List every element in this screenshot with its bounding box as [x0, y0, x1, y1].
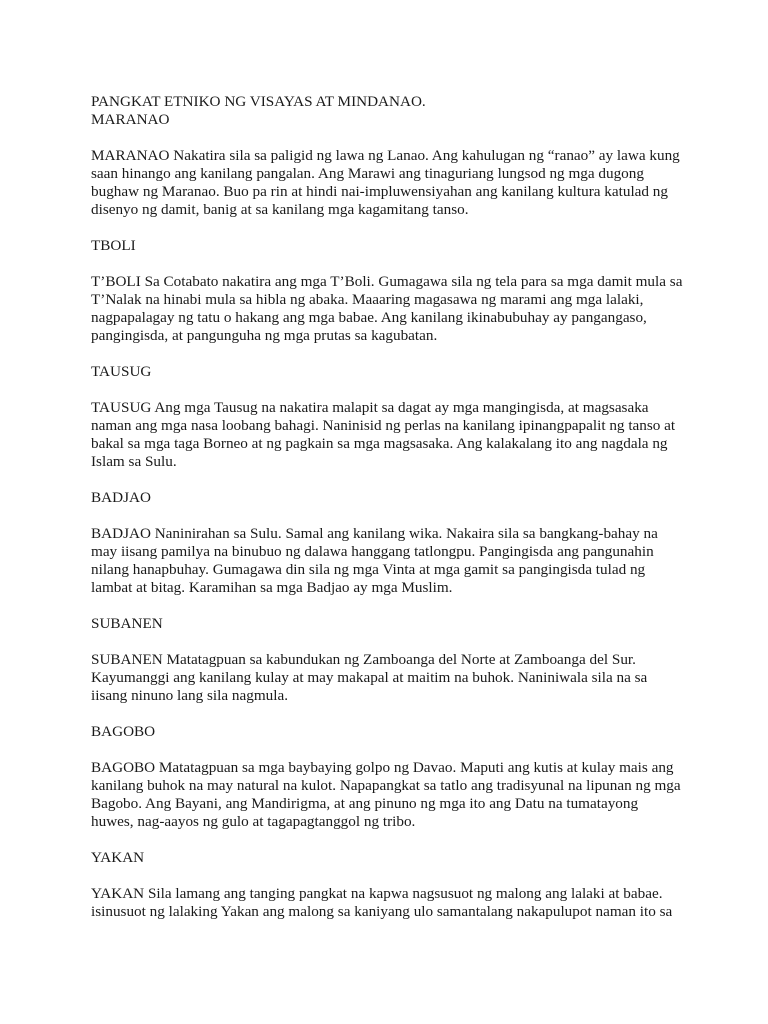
section-yakan [91, 849, 691, 921]
title-line: MARANAO [91, 111, 170, 128]
body-line: disenyo ng damit, banig at sa kanilang mga kagamitang tanso. [91, 201, 469, 218]
section-body [91, 759, 691, 831]
title-line: PANGKAT ETNIKO NG VISAYAS AT MINDANAO. [91, 93, 426, 110]
section-subanen [91, 615, 691, 705]
body-line: MARANAO Nakatira sila sa paligid ng lawa ng Lanao. Ang kahulugan ng “ranao” ay lawa kung [91, 147, 680, 164]
section-body [91, 399, 691, 471]
body-line: isinusuot ng lalaking Yakan ang malong sa kaniyang ulo samantalang nakapulupot naman ito sa [91, 903, 673, 920]
section-maranao [91, 147, 691, 219]
section-body [91, 885, 691, 921]
section-tausug [91, 363, 691, 471]
body-line: nagpapalagay ng tatu o hakang ang mga babae. Ang kanilang ikinabubuhay ay pangangaso, [91, 309, 647, 326]
section-heading: SUBANEN [91, 615, 163, 632]
body-line: may iisang pamilya na binubuo ng dalawa hanggang tatlongpu. Pangingisda ang pangunahin [91, 543, 654, 560]
section-heading: YAKAN [91, 849, 145, 866]
section-heading: TBOLI [91, 237, 136, 254]
body-line: BADJAO Naninirahan sa Sulu. Samal ang kanilang wika. Nakaira sila sa bangkang-bahay na [91, 525, 658, 542]
section-heading: TAUSUG [91, 363, 152, 380]
section-body [91, 273, 691, 345]
body-line: bughaw ng Maranao. Buo pa rin at hindi nai-impluwensiyahan ang kanilang kultura katulad ng [91, 183, 668, 200]
section-body [91, 651, 691, 705]
body-line: pangingisda, at pangunguha ng mga prutas sa kagubatan. [91, 327, 438, 344]
document-title [91, 93, 691, 129]
section-badjao [91, 489, 691, 597]
section-body [91, 147, 691, 219]
body-line: lambat at bitag. Karamihan sa mga Badjao ay mga Muslim. [91, 579, 453, 596]
body-line: bakal sa mga taga Borneo at ng pagkain sa mga magsasaka. Ang kalakalang ito ang nagdala ng [91, 435, 668, 452]
body-line: T’Nalak na hinabi mula sa hibla ng abaka. Maaaring magasawa ng marami ang mga lalaki, [91, 291, 644, 308]
section-tboli [91, 237, 691, 345]
section-bagobo [91, 723, 691, 831]
body-line: huwes, nag-aayos ng gulo at tagapagtanggol ng tribo. [91, 813, 416, 830]
body-line: YAKAN Sila lamang ang tanging pangkat na kapwa nagsusuot ng malong ang lalaki at babae. [91, 885, 663, 902]
section-heading: BADJAO [91, 489, 151, 506]
body-line: BAGOBO Matatagpuan sa mga baybaying golpo ng Davao. Maputi ang kutis at kulay mais ang [91, 759, 674, 776]
body-line: Kayumanggi ang kanilang kulay at may makapal at maitim na buhok. Naniniwala sila na sa [91, 669, 648, 686]
section-heading: BAGOBO [91, 723, 156, 740]
body-line: T’BOLI Sa Cotabato nakatira ang mga T’Boli. Gumagawa sila ng tela para sa mga damit mula sa [91, 273, 683, 290]
body-line: kanilang buhok na may natural na kulot. Napapangkat sa tatlo ang tradisyunal na lipunan ng mga [91, 777, 681, 794]
body-line: naman ang mga nasa loobang bahagi. Naninisid ng perlas na kanilang ipinangpapalit ng tanso at [91, 417, 676, 434]
body-line: Islam sa Sulu. [91, 453, 177, 470]
document-content [91, 93, 691, 921]
body-line: iisang ninuno lang sila nagmula. [91, 687, 288, 704]
body-line: nilang hanapbuhay. Gumagawa din sila ng mga Vinta at mga gamit sa pangingisda tulad ng [91, 561, 646, 578]
body-line: Bagobo. Ang Bayani, ang Mandirigma, at ang pinuno ng mga ito ang Datu na tumatayong [91, 795, 639, 812]
body-line: SUBANEN Matatagpuan sa kabundukan ng Zamboanga del Norte at Zamboanga del Sur. [91, 651, 636, 668]
body-line: saan hinango ang kanilang pangalan. Ang Marawi ang tinaguriang lungsod ng mga dugong [91, 165, 644, 182]
section-body [91, 525, 691, 597]
body-line: TAUSUG Ang mga Tausug na nakatira malapit sa dagat ay mga mangingisda, at magsasaka [91, 399, 649, 416]
